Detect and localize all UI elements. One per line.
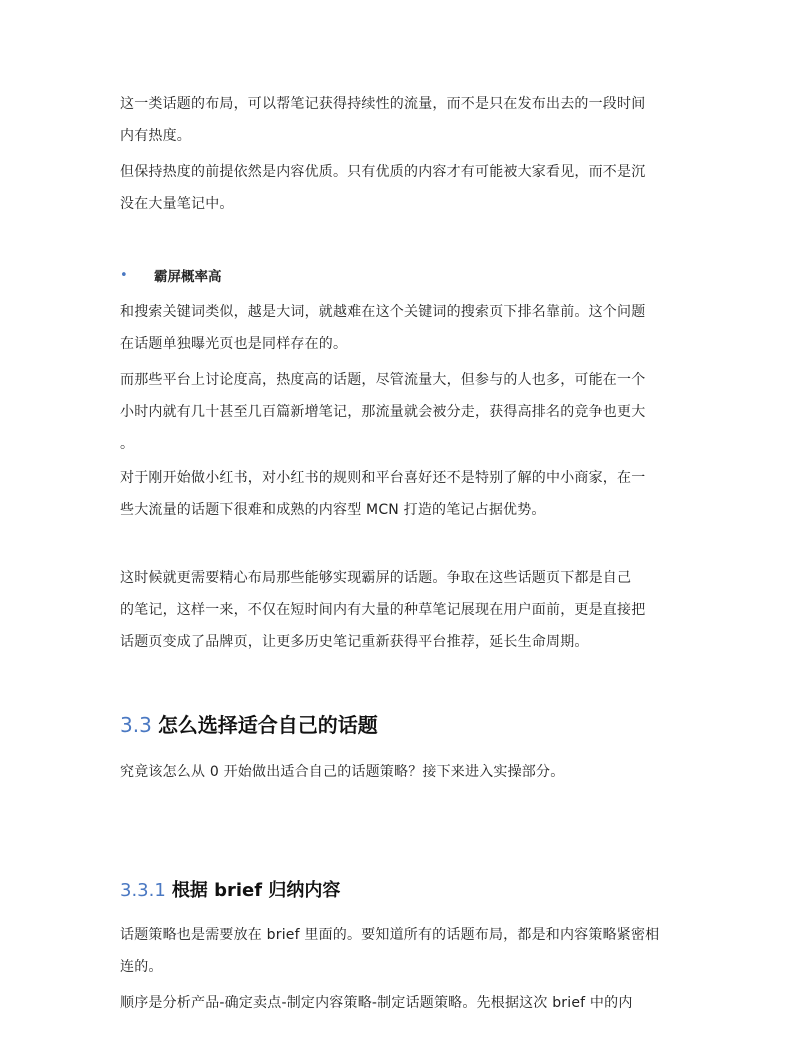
section-title: 怎么选择适合自己的话题 <box>157 713 378 737</box>
paragraph-7 <box>120 756 680 788</box>
paragraph-line: 对于刚开始做小红书，对小红书的规则和平台喜好还不是特别了解的中小商家，在一 <box>120 470 646 486</box>
paragraph-2 <box>120 156 680 220</box>
paragraph-line: 话题页变成了品牌页，让更多历史笔记重新获得平台推荐，延长生命周期。 <box>120 634 589 650</box>
paragraph-line: 连的。 <box>120 959 163 975</box>
paragraph-line: 和搜索关键词类似，越是大词，就越难在这个关键词的搜索页下排名靠前。这个问题 <box>120 304 646 320</box>
paragraph-line: 而那些平台上讨论度高，热度高的话题，尽管流量大，但参与的人也多，可能在一个 <box>120 372 646 388</box>
section-heading-3-3 <box>120 709 378 741</box>
section-heading-3-3-1 <box>120 876 340 906</box>
paragraph-line: 但保持热度的前提依然是内容优质。只有优质的内容才有可能被大家看见，而不是沉 <box>120 164 646 180</box>
section-number: 3.3 <box>120 713 152 737</box>
paragraph-line: 的笔记，这样一来，不仅在短时间内有大量的种草笔记展现在用户面前，更是直接把 <box>120 602 646 618</box>
paragraph-line: 这一类话题的布局，可以帮笔记获得持续性的流量，而不是只在发布出去的一段时间 <box>120 96 646 112</box>
paragraph-4 <box>120 364 680 460</box>
bullet-heading: 霸屏概率高 <box>154 269 222 285</box>
subsection-title: 根据 brief 归纳内容 <box>171 880 341 901</box>
paragraph-5 <box>120 462 680 526</box>
bullet-dot-icon: • <box>120 267 128 283</box>
paragraph-line: 在话题单独曝光页也是同样存在的。 <box>120 336 348 352</box>
paragraph-line: 这时候就更需要精心布局那些能够实现霸屏的话题。争取在这些话题页下都是自己 <box>120 570 632 586</box>
paragraph-line: 话题策略也是需要放在 brief 里面的。要知道所有的话题布局，都是和内容策略紧密相 <box>120 927 660 943</box>
paragraph-line: 没在大量笔记中。 <box>120 196 234 212</box>
paragraph-line: 究竟该怎么从 0 开始做出适合自己的话题策略？接下来进入实操部分。 <box>120 764 565 780</box>
subsection-number: 3.3.1 <box>120 880 166 901</box>
paragraph-line: 。 <box>120 436 135 452</box>
paragraph-line: 些大流量的话题下很难和成熟的内容型 MCN 打造的笔记占据优势。 <box>120 502 546 518</box>
paragraph-8 <box>120 919 680 983</box>
paragraph-1 <box>120 88 680 152</box>
paragraph-line: 内有热度。 <box>120 128 191 144</box>
paragraph-3 <box>120 296 680 360</box>
paragraph-9 <box>120 987 680 1019</box>
paragraph-line: 小时内就有几十甚至几百篇新增笔记，那流量就会被分走，获得高排名的竞争也更大 <box>120 404 646 420</box>
paragraph-line: 顺序是分析产品-确定卖点-制定内容策略-制定话题策略。先根据这次 brief 中的内 <box>120 995 633 1011</box>
paragraph-6 <box>120 562 680 658</box>
bullet-item <box>120 261 222 289</box>
